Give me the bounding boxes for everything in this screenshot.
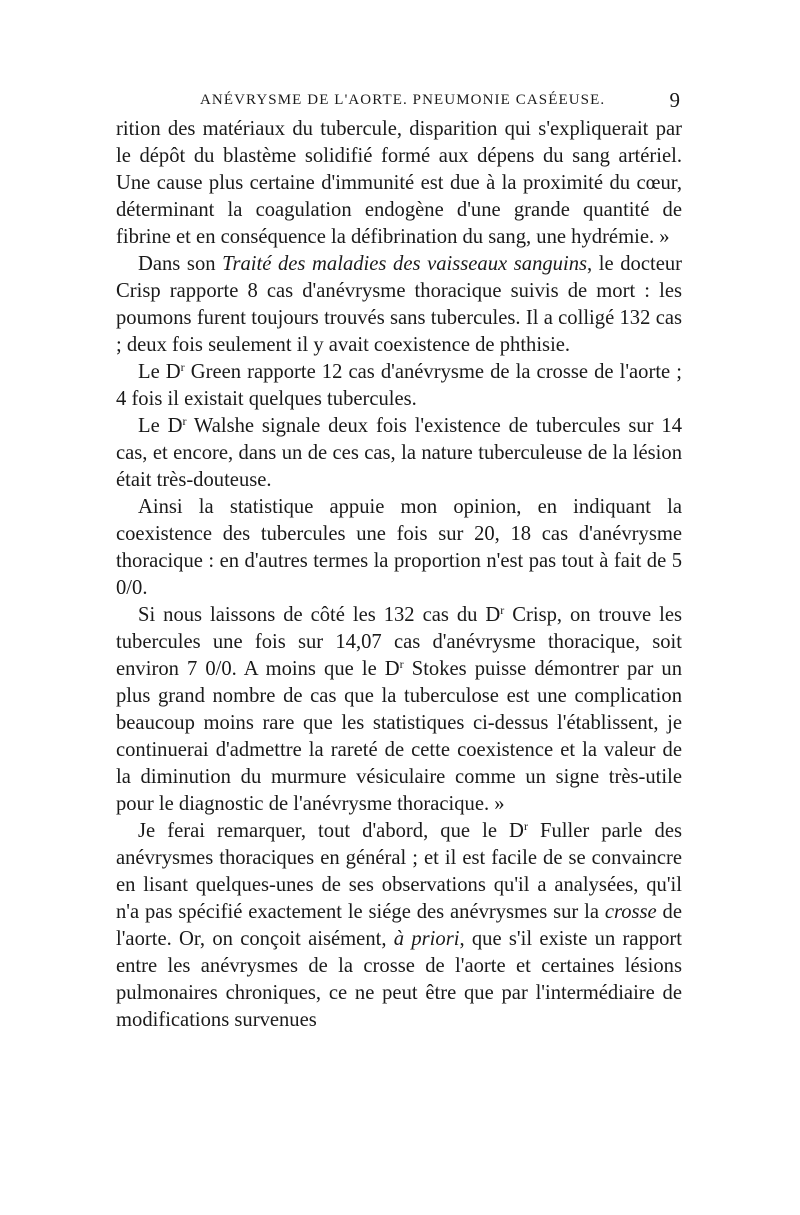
superscript: r [523, 819, 528, 833]
paragraph-walshe [116, 413, 682, 494]
text-run: Si nous laissons de côté les 132 cas du D [138, 604, 501, 626]
superscript: r [500, 603, 505, 617]
text-run: Je ferai remarquer, tout d'abord, que le D [138, 820, 524, 842]
text-run: de l'aorte. Or, on conçoit aisément, [116, 901, 682, 950]
body-text [116, 116, 682, 1034]
book-page [116, 88, 682, 1034]
book-title-italic: Traité des maladies des vaisseaux sanguins [222, 253, 588, 275]
page-number: 9 [669, 88, 680, 112]
paragraph-crisp [116, 251, 682, 359]
paragraph-stokes [116, 602, 682, 818]
text-run: Le D [138, 415, 183, 437]
text-run: Stokes puisse démontrer par un plus grand nombre de cas que la tuberculose est une complication beaucoup moins rare que les statistiques ci-dessus l'établissent, je continuerai d'admettre la rareté de cette coexistence et la valeur de la diminution du murmure vésiculaire comme un signe très-utile pour le diagnostic de l'anévrysme thoracique. » [116, 658, 683, 815]
paragraph-statistique: Ainsi la statistique appuie mon opinion, en indiquant la coexistence des tubercules une fois sur 20, 18 cas d'anévrysme thoracique : en d'autres termes la proportion n'est pas tout à fait de 5 0/0. [116, 496, 682, 599]
paragraph-fuller [116, 818, 682, 1034]
running-title: ANÉVRYSME DE L'AORTE. PNEUMONIE CASÉEUSE. [200, 92, 606, 108]
text-run: , le docteur Crisp rapporte 8 cas d'anévrysme thoracique suivis de mort : les poumons furent toujours trouvés sans tubercules. Il a colligé 132 cas ; deux fois seulement il y avait coexistence de phthisie. [116, 253, 683, 356]
superscript: r [182, 414, 187, 428]
text-run: Walshe signale deux fois l'existence de tubercules sur 14 cas, et encore, dans un de ces cas, la nature tuberculeuse de la lésion était très-douteuse. [116, 415, 682, 491]
running-header [116, 88, 682, 116]
italic-word: à priori [393, 928, 460, 950]
paragraph-green [116, 359, 682, 413]
text-run: Dans son [138, 253, 223, 275]
text-run: Le D [138, 361, 181, 383]
text-run: Fuller parle des anévrysmes thoraciques en général ; et il est facile de se convaincre en lisant quelques-unes de ses observations qu'il a analysées, qu'il n'a pas spécifié exactement le siége des anévrysmes sur la [116, 820, 682, 923]
text-run: Green rapporte 12 cas d'anévrysme de la crosse de l'aorte ; 4 fois il existait quelques tubercules. [116, 361, 682, 410]
superscript: r [399, 657, 404, 671]
text-run: Crisp, on trouve les tubercules une fois sur 14,07 cas d'anévrysme thoracique, soit environ 7 0/0. A moins que le D [116, 604, 683, 680]
text-run: , que s'il existe un rapport entre les anévrysmes de la crosse de l'aorte et certaines lésions pulmonaires chroniques, ce ne peut être que par l'intermédiaire de modifications survenues [116, 928, 683, 1031]
superscript: r [180, 360, 185, 374]
italic-word: crosse [604, 901, 657, 923]
paragraph-continuation: rition des matériaux du tubercule, disparition qui s'expliquerait par le dépôt du blastème solidifié formé aux dépens du sang artériel. Une cause plus certaine d'immunité est due à la proximité du cœur, déterminant la coagulation endogène d'une grande quantité de fibrine et en conséquence la défibrination du sang, une hydrémie. » [116, 118, 682, 248]
